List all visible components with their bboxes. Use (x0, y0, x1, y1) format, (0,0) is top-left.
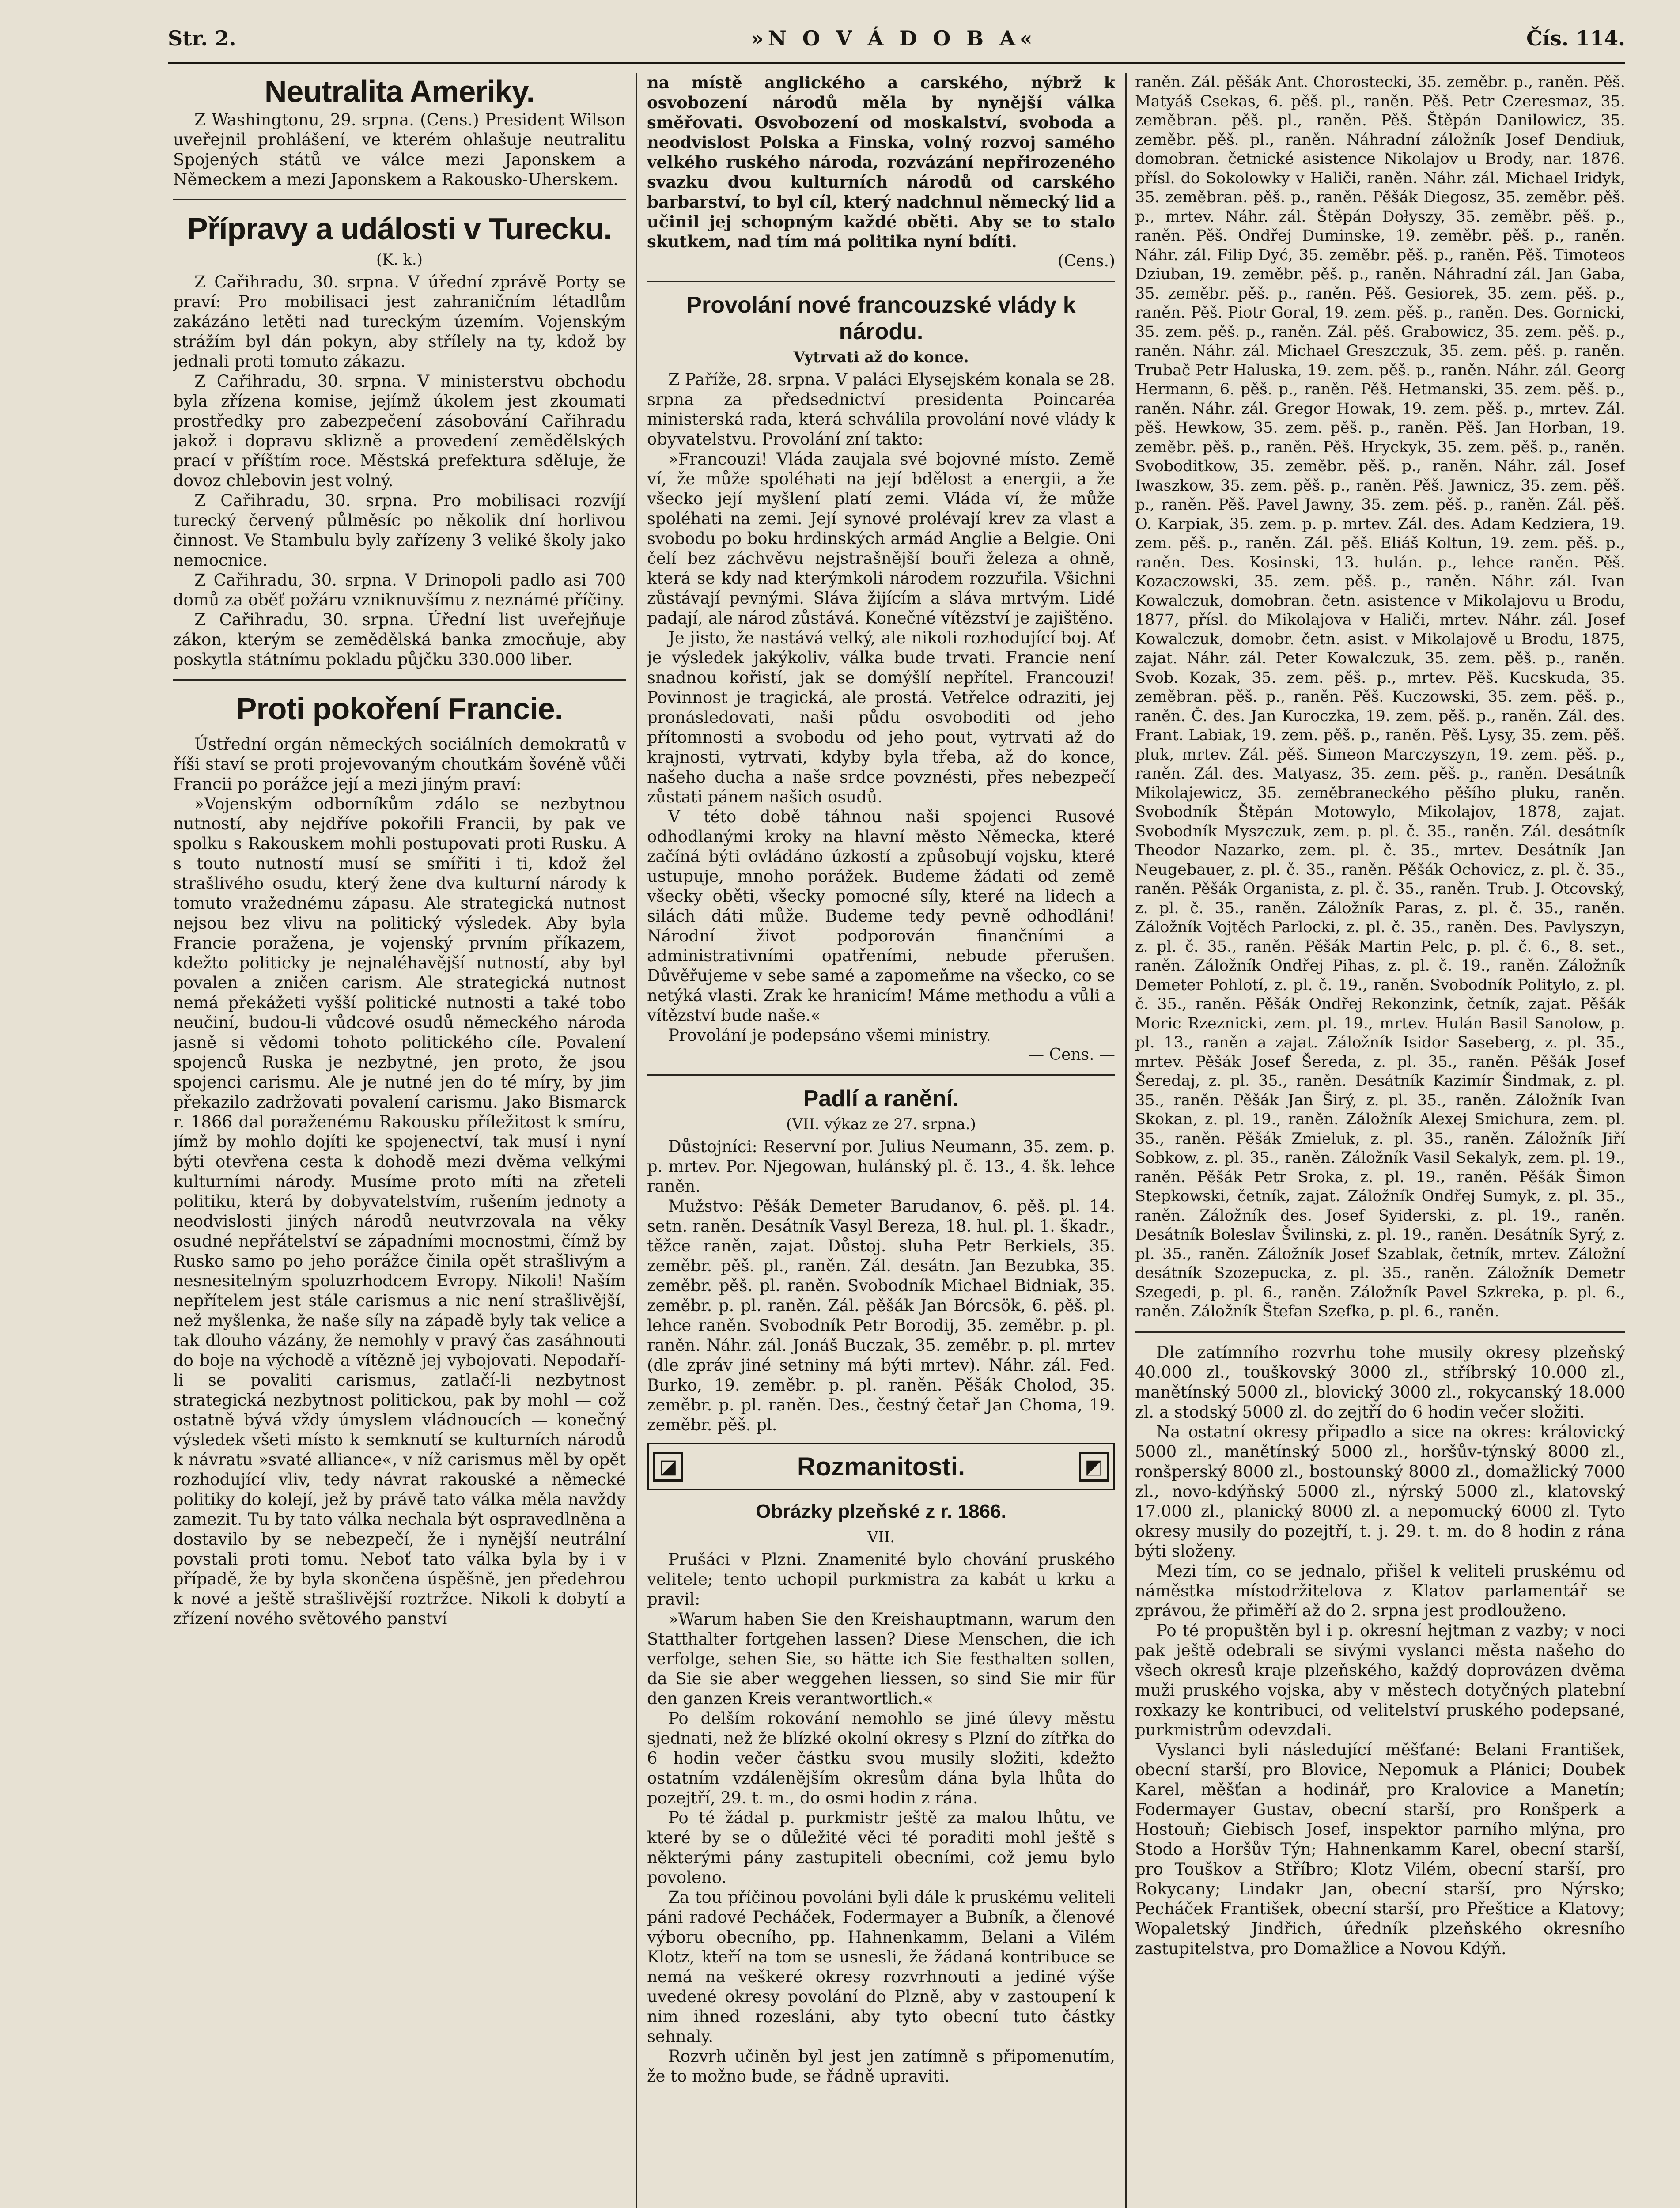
article-paragraph: V této době táhnou naši spojenci Rusové odhodlanými kroky na hlavní město Německa, které začíná býti ovládáno úzkostí a způsobují vojsku, které ustupuje, mnoho porážek. Budeme žádati od země všecky oběti, všecky pomocné síly, které na lidech a silách dáti může. Budeme tedy pevně odhodláni! Národní život podporován finančními a administrativními opatřeními, nebude přerušen. Důvěřujeme v sebe samé a zapomeňme na všecko, co se netýká vlasti. Zrak ke hranicím! Máme methodu a vůli a vítězství bude naše.« (647, 807, 1115, 1025)
column-1 (173, 73, 626, 2208)
page-number: Str. 2. (168, 26, 236, 50)
article-paragraph: Z Cařihradu, 30. srpna. Úřední list uveřejňuje zákon, kterým se zemědělská banka zmocňuje, aby poskytla státnímu pokladu půjčku 330.000 liber. (173, 610, 626, 669)
article-paragraph: Z Paříže, 28. srpna. V paláci Elysejském konala se 28. srpna za předsednictví presidenta Poincaréa ministerská rada, která schválila provolání nové vlády k obyvatelstvu. Provolání zní takto: (647, 370, 1115, 449)
article-subheading: (VII. výkaz ze 27. srpna.) (786, 1115, 976, 1133)
article-paragraph: Ústřední orgán německých sociálních demokratů v říši staví se proti projevovaným choutkám šovéně vůči Francii po porážce její a mezi jiným praví: (173, 735, 626, 794)
article-signature: (Cens.) (1057, 252, 1115, 270)
article-divider (1135, 1331, 1625, 1333)
article-paragraph: Za tou příčinou povoláni byli dále k pruskému veliteli páni radové Pecháček, Fodermayer a Bubník, a členové výboru obecního, pp. Hahnenkamm, Belani a Vilém Klotz, kteří na tom se usnesli, že žádaná kontribuce se nemá na veškeré okresy rozvrhnouti a jediné výše uvedené okresy povolání do Plzně, aby v zastoupení k nim ihned rozesláni, aby tyto obecní tuto částky sehnaly. (647, 1888, 1115, 2046)
article-paragraph: Dle zatímního rozvrhu tohe musily okresy plzeňský 40.000 zl., touškovský 3000 zl., stříbrský 10.000 zl., manětínský 5000 zl., blovický 3000 zl., rokycanský 18.000 zl. a stodský 5000 zl. do zejtří do 6 hodin večer složiti. (1135, 1342, 1625, 1422)
article-paragraph: Z Cařihradu, 30. srpna. V Drinopoli padlo asi 700 domů za oběť požáru vzniknuvšímu z neznámé příčiny. (173, 571, 626, 609)
article-paragraph: Rozvrh učiněn byl jest jen zatímně s připomenutím, že to možno bude, se řádně upraviti. (647, 2047, 1115, 2086)
article-source: (K. k.) (376, 251, 423, 268)
article-divider (173, 679, 626, 681)
article-subheading: Vytrvati až do konce. (793, 348, 969, 366)
article-paragraph: Mužstvo: Pěšák Demeter Barudanov, 6. pěš. pl. 14. setn. raněn. Desátník Vasyl Bereza, 18. hul. pl. 1. škadr., těžce raněn, zajat. Důstoj. sluha Petr Berkiels, 35. zeměbr. pěš. pl., raněn. Zál. desátn. Jan Bezubka, 35. zeměbr. pěš. pl. raněn. Svobodník Michael Bidniak, 35. zeměbr. p. pl. raněn. Zál. pěšák Jan Bórcsök, 6. pěš. pl. lehce raněn. Svobodník Petr Borodij, 35. zeměbr. p. pl. raněn. Náhr. zál. Jonáš Buczak, 35. zeměbr. p. pl. mrtev (dle zpráv jiné setniny má býti mrtev). Náhr. zál. Fed. Burko, 19. zeměbr. p. pl. raněn. Pěšák Cholod, 35. zeměbr. p. pl. raněn. Des., čestný četař Jan Choma, 19. zeměbr. pěš. pl. (647, 1197, 1115, 1434)
article-paragraph: Po té propuštěn byl i p. okresní hejtman z vazby; v noci pak ještě odebrali se sivými vyslanci města našeho do všech okresů kraje plzeňského, každý doprovázen dvěma muži pruského vojska, aby v městech dotyčných platební roxkazy ke kontribuci, od velitelství pruského podepsané, purkmistrům odevzdali. (1135, 1621, 1625, 1739)
article-heading: Neutralita Ameriky. (264, 74, 535, 109)
column-3 (1135, 73, 1625, 2208)
article-paragraph: »Vojenským odborníkům zdálo se nezbytnou nutností, aby nejdříve pokořili Francii, by pak ve spolku s Rakouskem mohli postupovati proti Rusku. A s touto nutností musí se smířiti i ti, kdož žel strašlivého osudu, který žene dva kulturní národy k tomuto vražednému zápasu. Ale strategická nutnost nejsou bez vlivu na politický výsledek. Aby byla Francie poražena, je vojenský prvním příkazem, kdežto politicky je nejnaléhavější nutností, aby byl povalen a zničen carism. Ale strategická nutnost nemá překážeti vyšší politické nutnosti a také tobo neučiní, budou-li vůdcové osudů německého národa jasně si vědomi tohoto politického cíle. Povalení spojenců Ruska je nezbytné, jen proto, že jsou spojenci carismu. Ale je nutné jen do té míry, by jim překazilo zadržovati povalení carismu. Jako Bismarck r. 1866 dal poraženému Rakousku příležitost k smíru, jímž by mohlo dojíti ke spojenectví, tak musí i nyní býti otevřena cesta k dohodě mezi dvěma velkými kulturními národy. Musíme proto míti na zřeteli politiku, která by dobyvatelstvím, rušením jednoty a neodvislosti jiných národů neutvrzovala na věky osudné nepřátelství se západními mocnostmi, čímž by Rusko samo po jeho porážce činila opět strašlivým a nesnesitelným spoluzrhodcem Evropy. Nikoli! Naším nepřítelem jest stále carismus a nic není strašlivější, než myšlenka, že naše síly na západě byly tak velice a tak dlouho vázány, že nemohly v pravý čas zasáhnouti do boje na východě a vítězně jej vybojovati. Nepodaří-li se povaliti carismus, zatlačí-li nezbytnost strategická nezbytnost politickou, pak by mohl — což ostatně bývá vždy úmyslem vládnoucích — konečný výsledek všeti místo k semknutí se kulturních národů k návratu »svaté alliance«, v níž carismus měl by opět rozhodující vliv, tedy návrat rakouské a německé politiky do kolejí, jež by právě tato válka měla navždy zamezit. Tu by tato válka nechala být ospravedlněna a dostavilo by se nebezpečí, že i nynější neutrální povstali proti tomu. Neboť tato válka byla by i v případě, že by byla skončena úspěšně, jen předehrou k nové a ještě strašlivější roztržce. Nikoli k dobytí a zřízení nového světového panství (173, 794, 626, 1628)
article-paragraph: Důstojníci: Reservní por. Julius Neumann, 35. zem. p. p. mrtev. Por. Njegowan, hulánský pl. č. 13., 4. šk. lehce raněn. (647, 1137, 1115, 1196)
column-divider (636, 73, 637, 2208)
article-paragraph: Provolání je podepsáno všemi ministry. (668, 1026, 991, 1045)
article-divider (647, 1074, 1115, 1076)
article-heading: Obrázky plzeňské z r. 1866. (756, 1501, 1006, 1522)
article-signature: — Cens. — (1028, 1046, 1115, 1064)
article-divider (173, 199, 626, 200)
article-paragraph: Prušáci v Plzni. Znamenité bylo chování pruského velitele; tento uchopil purkmistra za kabát u krku a pravil: (647, 1550, 1115, 1609)
newspaper-title: »N O V Á D O B A« (751, 26, 1037, 50)
section-title: Rozmanitosti. (797, 1452, 965, 1481)
article-paragraph: Vyslanci byli následující měšťané: Belani František, obecní starší, pro Blovice, Nepomuk a Plánici; Doubek Karel, měšťan a hodinář, pro Kralovice a Manetín; Fodermayer Gustav, obecní starší, pro Ronšperk a Hostouň; Giebisch Josef, inspektor parního mlýna, pro Stodo a Horšův Týn; Hahnenkamm Karel, obecní starší, pro Touškov a Stříbro; Klotz Vilém, obecní starší, pro Rokycany; Lindakr Jan, obecní starší, pro Nýrsko; Pecháček František, obecní starší, pro Přeštice a Klatovy; Wopaletský Jindřich, úředník plzeňského okresního zastupitelstva, pro Domažlice a Novou Kdýň. (1135, 1740, 1625, 1958)
article-heading: Přípravy a události v Turecku. (187, 212, 612, 246)
column-2 (647, 73, 1115, 2208)
article-paragraph: »Warum haben Sie den Kreishauptmann, warum den Statthalter fortgehen lassen? Diese Menschen, die ich verfolge, sehen Sie, so hätte ich Sie festhalten sollen, da Sie sie aber weggehen liessen, so sind Sie mir für den ganzen Kreis verantwortlich.« (647, 1610, 1115, 1708)
page-header (168, 23, 1625, 63)
installment-number: VII. (867, 1528, 895, 1546)
article-heading: Provolání nové francouzské vlády k národu. (686, 292, 1076, 344)
article-heading: Padlí a ranění. (803, 1086, 959, 1112)
article-paragraph: Po delším rokování nemohlo se jiné úlevy městu sjednati, než že blízké okolní okresy s Plzní do zítřka do 6 hodin večer částku svou musily složiti, kdežto ostatním vzdálenějším okresům dána byla lhůta do pozejtří, 29. t. m., do osmi hodin z rána. (647, 1709, 1115, 1807)
article-paragraph: Po té žádal p. purkmistr ještě za malou lhůtu, ve které by se o důležité věci té poraditi mohl ještě s některými pány zastupiteli obecními, což jemu bylo povoleno. (647, 1808, 1115, 1887)
article-heading: Proti pokoření Francie. (236, 692, 563, 726)
article-paragraph: Z Cařihradu, 30. srpna. V ministerstvu obchodu byla zřízena komise, jejímž úkolem jest zkoumati prostředky pro zabezpečení zásobování Cařihradu jakož i dopravu sklizně a provedení zemědělských prací v příštím roce. Městská prefektura sděluje, že dovoz chlebovin jest volný. (173, 372, 626, 490)
article-divider (647, 281, 1115, 282)
casualty-list: raněn. Zál. pěšák Ant. Chorostecki, 35. zeměbr. p., raněn. Pěš. Matyáš Csekas, 6. pěš. pl., raněn. Pěš. Petr Czeresmaz, 35. zeměbran. pěš. pl., raněn. Pěš. Štěpán Danilowicz, 35. zeměbr. pěš. pl., raněn. Náhradní záložník Josef Dendiuk, domobran. četnické asistence Nikolajov u Brody, nar. 1876. přísl. do Sokolowky v Haliči, raněn. Náhr. zál. Michael Iridyk, 35. zeměbran. pěš. p., raněn. Pěšák Diegosz, 35. zeměbr. pěš. p., mrtev. Náhr. zál. Štěpán Dołyszy, 35. zeměbr. pěš. p., raněn. Pěš. Ondřej Duminske, 19. zeměbr. pěš. p., raněn. Náhr. zál. Filip Dyć, 35. zeměbr. pěš. p., raněn. Pěš. Timoteos Dziuban, 19. zeměbr. pěš. p., raněn. Náhradní zál. Jan Gaba, 35. zeměbr. pěš. p., raněn. Pěš. Gesiorek, 35. zem. pěš. p., raněn. Pěš. Piotr Goral, 19. zem. pěš. p., raněn. Des. Gornicki, 35. zem. pěš. p., raněn. Zál. pěš. Grabowicz, 35. zem. pěš. p., raněn. Náhr. zál. Michael Greszczuk, 35. zem. pěš. p. raněn. Trubač Petr Haluska, 19. zem. pěš. p., raněn. Náhr. zál. Georg Hermann, 6. pěš. p., raněn. Pěš. Hetmanski, 35. zem. pěš. p., raněn. Náhr. zál. Gregor Howak, 19. zem. pěš. p., mrtev. Zál. pěš. Hewkow, 35. zem. pěš. p., raněn. Pěš. Jan Horban, 19. zeměbr. pěš. p., raněn. Pěš. Hryckyk, 35. zem. pěš. p., raněn. Svoboditkow, 35. zeměbr. pěš. p., raněn. Náhr. zál. Josef Iwaszkow, 35. zem. pěš. p., raněn. Pěš. Jawnicz, 35. zem. pěš. p., raněn. Pěš. Pavel Jawny, 35. zem. pěš. p., raněn. Zál. pěš. O. Karpiak, 35. zem. p. p. mrtev. Zál. des. Adam Kedziera, 19. zem. pěš. p., raněn. Zál. pěš. Eliáš Koltun, 19. zem. pěš. p., raněn. Des. Kosinski, 13. hulán. p., lehce raněn. Pěš. Kozaczowski, 35. zem. pěš. p., raněn. Náhr. zál. Ivan Kowalczuk, domobran. četn. asistence v Mikolajovu u Brodu, 1877, přísl. do Mikolajova v Haliči, mrtev. Náhr. zál. Josef Kowalczuk, domobr. četn. asist. v Mikolajově u Brodu, 1875, zajat. Náhr. zál. Peter Kowalczuk, 35. zem. pěš. p., raněn. Svob. Kozak, 35. zem. pěš. p., mrtev. Pěš. Kucskuda, 35. zeměbran. pěš. p., raněn. Pěš. Kuczowski, 35. zem. pěš. p., raněn. Č. des. Jan Kuroczka, 19. zem. pěš. p., raněn. Zál. des. Frant. Labiak, 19. zem. pěš. p., raněn. Pěš. Lysy, 35. zem. pěš. pluk, mrtev. Zál. pěš. Simeon Marczyszyn, 19. zem. pěš. p., raněn. Zál. des. Matyasz, 35. zem. pěš. p., raněn. Desátník Mikolajewicz, 35. zeměbraneckého pěšího pluku, raněn. Svobodník Štěpán Motowylo, Mikolajov, 1878, zajat. Svobodník Myszczuk, zem. p. pl. č. 35., raněn. Zál. desátník Theodor Nazarko, zem. pl. č. 35., mrtev. Desátník Jan Neugebauer, z. pl. č. 35., raněn. Pěšák Ochovicz, z. pl. č. 35., raněn. Pěšák Organista, z. pl. č. 35., raněn. Trub. J. Otcovský, z. pl. č. 35., raněn. Záložník Paras, z. pl. č. 35., raněn. Záložník Vojtěch Parlocki, z. pl. č. 35., raněn. Des. Pavlyszyn, z. pl. č. 35., raněn. Pěšák Martin Pelc, p. pl. č. 6., 8. set., raněn. Záložník Ondřej Pihas, z. pl. č. 19., raněn. Záložník Demeter Pohlotí, z. pl. č. 19., raněn. Svobodník Politylo, z. pl. č. 35., raněn. Pěšák Ondřej Rekonzink, četník, zajat. Pěšák Moric Rzeznicki, zem. pl. 19., mrtev. Hulán Basil Sanolow, p. pl. 13., raněn a zajat. Záložník Isidor Saseberg, z. pl. 35., mrtev. Pěšák Josef Šereda, z. pl. 35., raněn. Pěšák Josef Šeredaj, z. pl. 35., raněn. Desátník Kazimír Šindmak, z. pl. 35., raněn. Pěšák Jan Širý, z. pl. 35., raněn. Záložník Ivan Skokan, z. pl. 19., raněn. Záložník Alexej Smichura, zem. pl. 35., raněn. Pěšák Zmieluk, z. pl. 35., raněn. Záložník Jiří Sobkow, z. pl. 35., raněn. Záložník Vasil Sekalyk, zem. pl. 19., raněn. Pěšák Petr Sroka, z. pl. 19., raněn. Pěšák Šimon Stepkowski, četník, zajat. Záložník Ondřej Sumyk, z. pl. 35., raněn. Záložník des. Josef Syiderski, z. pl. 19., raněn. Desátník Boleslav Švilinski, z. pl. 19., raněn. Desátník Syrý, z. pl. 35., raněn. Záložník Josef Szablak, četník, mrtev. Záložní desátník Szozepucka, z. pl. 35., raněn. Záložník Demetr Szegedi, p. pl. 6., raněn. Záložník Pavel Szkreka, p. pl. 6., raněn. Záložník Štefan Szefka, p. pl. 6., raněn. (1135, 73, 1625, 1320)
article-paragraph: »Francouzi! Vláda zaujala své bojovné místo. Země ví, že může spoléhati na její bdělost a energii, a že všecko její myšlení platí zemi. Vláda ví, že může spoléhati na zemi. Její synové prolévají krev za vlast a svobodu po boku hrdinských armád Anglie a Belgie. Oni čelí bez záchvěvu nejstrašnější bouři železa a ohně, která se kdy nad kterýmkoli národem rozzuřila. Všichni zůstávají pevnými. Sláva žijícím a sláva mrtvým. Lidé padají, ale národ zůstává. Konečné vítězství je zajištěno. (647, 450, 1115, 628)
section-banner (647, 1443, 1115, 1490)
article-paragraph: Je jisto, že nastává velký, ale nikoli rozhodující boj. Ať je výsledek jakýkoliv, válka bude trvati. Francie není snadnou kořistí, jak se domýšlí nepřítel. Francouzi! Povinnost je tragická, ale prostá. Vetřelce odraziti, jej pronásledovati, naši půdu osvoboditi od jeho přítomnosti a svobodu od jeho pout, vytrvati až do krajnosti, vytrvati, kdyby byla třeba, až do konce, našeho ducha a naše srdce povznésti, přes nebezpečí zůstati pánem našich osudů. (647, 628, 1115, 806)
article-paragraph: Na ostatní okresy připadlo a sice na okres: královický 5000 zl., manětínský 5000 zl., horšův-týnský 8000 zl., ronšperský 8000 zl., bostounský 8000 zl., domažlický 7000 zl., novo-kdýňský 5000 zl., nýrský 5000 zl., klatovský 17.000 zl., planický 8000 zl. a nepomucký 6000 zl. Tyto okresy musily do pozejtří, t. j. 29. t. m. do 8 hodin z rána býti složeny. (1135, 1422, 1625, 1561)
article-paragraph: Z Cařihradu, 30. srpna. Pro mobilisaci rozvíjí turecký červený půlměsíc po několik dní horlivou činnost. Ve Stambulu byly zařízeny 3 veliké školy jako nemocnice. (173, 491, 626, 570)
article-paragraph: Mezi tím, co se jednalo, přišel k veliteli pruskému od náměstka místodržitelova z Klatov parlamentář se zprávou, že přiměří až do 2. srpna jest prodlouženo. (1135, 1561, 1625, 1620)
article-paragraph: Z Washingtonu, 29. srpna. (Cens.) President Wilson uveřejnil prohlášení, ve kterém ohlašuje neutralitu Spojených států ve válce mezi Japonskem a Německem a mezi Japonskem a Rakousko-Uherskem. (173, 110, 626, 189)
corner-ornament-icon: ◪ (653, 1452, 683, 1482)
column-divider (1125, 73, 1127, 2208)
article-paragraph: Z Cařihradu, 30. srpna. V úřední zprávě Porty se praví: Pro mobilisaci jest zahraničním létadlům zakázáno letěti nad tureckým územím. Vojenským strážím byl dán pokyn, aby střílely na ty, kdož by jednali proti tomuto zákazu. (173, 272, 626, 371)
header-rule (168, 62, 1625, 64)
article-paragraph: na místě anglického a carského, nýbrž k osvobození národů měla by nynější válka směřovati. Osvobození od moskalství, svoboda a neodvislost Polska a Finska, volný rozvoj samého velkého ruského národa, rozvázání nepřirozeného svazku dvou kulturních národů od carského barbarství, to byl cíl, který nadchnul německý lid a učinil jej schopným každé oběti. Aby se to stalo skutkem, nad tím má politika nyní bdíti. (647, 73, 1115, 251)
corner-ornament-icon: ◩ (1079, 1452, 1109, 1482)
issue-number: Čís. 114. (1526, 26, 1625, 50)
